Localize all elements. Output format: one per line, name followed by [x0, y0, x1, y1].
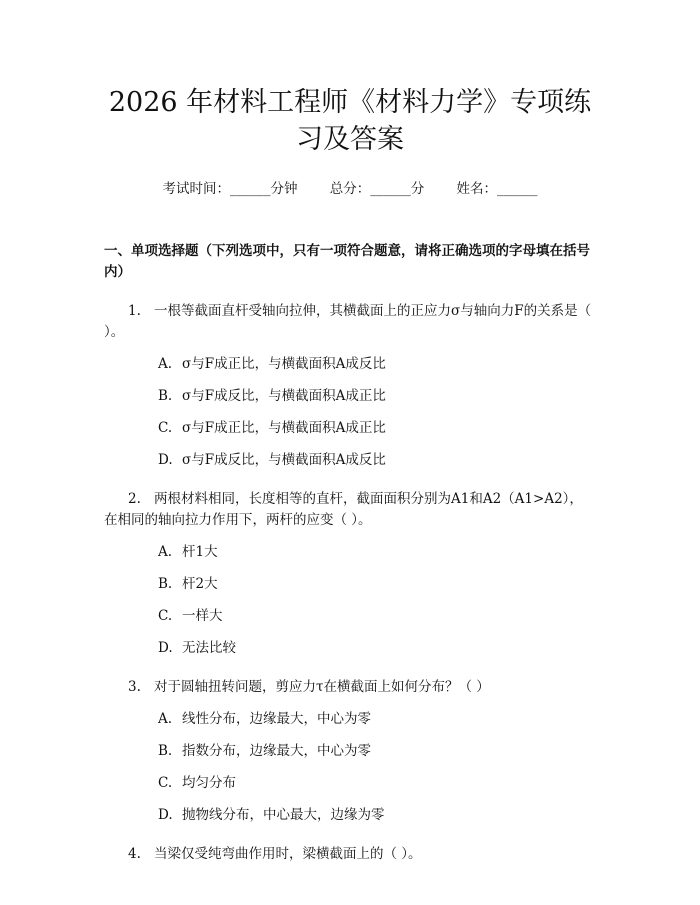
option-a — [104, 542, 596, 563]
option-text: σ与F成正比，与横截面积A成反比 — [182, 356, 386, 372]
option-c — [104, 773, 596, 794]
option-letter: C. — [158, 420, 173, 436]
option-text: σ与F成反比，与横截面积A成正比 — [182, 388, 386, 404]
option-d — [104, 638, 596, 659]
option-text: σ与F成反比，与横截面积A成反比 — [182, 452, 386, 468]
option-text: 杆2大 — [182, 576, 218, 592]
option-text: 杆1大 — [182, 544, 218, 560]
option-a — [104, 709, 596, 730]
option-b — [104, 574, 596, 595]
question-4 — [104, 844, 596, 865]
question-number: 2. — [128, 491, 141, 507]
option-letter: C. — [158, 608, 173, 624]
option-text: 均匀分布 — [182, 775, 236, 791]
option-text: σ与F成正比，与横截面积A成正比 — [182, 420, 386, 436]
option-text: 抛物线分布，中心最大，边缘为零 — [182, 807, 385, 823]
option-d — [104, 450, 596, 471]
question-stem — [104, 301, 596, 343]
question-number: 1. — [128, 303, 141, 319]
option-a — [104, 354, 596, 375]
option-letter: B. — [158, 388, 173, 404]
option-letter: D. — [158, 640, 173, 656]
question-stem — [104, 844, 596, 865]
question-2 — [104, 489, 596, 659]
question-number: 4. — [128, 846, 141, 862]
option-c — [104, 418, 596, 439]
option-letter: A. — [158, 544, 173, 560]
option-list — [104, 542, 596, 659]
document-title: 2026 年材料工程师《材料力学》专项练习及答案 — [108, 87, 592, 155]
question-text: 两根材料相同，长度相等的直杆，截面面积分别为A1和A2（A1>A2），在相同的轴向拉力作用下，两杆的应变（ ）。 — [104, 491, 583, 528]
question-stem — [104, 677, 596, 698]
option-text: 无法比较 — [182, 640, 236, 656]
question-text: 当梁仅受纯弯曲作用时，梁横截面上的（ ）。 — [154, 846, 422, 862]
option-c — [104, 606, 596, 627]
total-score-field: 总分：______分 — [329, 181, 425, 197]
option-text: 线性分布，边缘最大，中心为零 — [182, 711, 371, 727]
option-list — [104, 354, 596, 471]
exam-info — [104, 179, 596, 199]
question-3 — [104, 677, 596, 826]
option-text: 一样大 — [182, 608, 223, 624]
option-letter: B. — [158, 576, 173, 592]
exam-time-field: 考试时间：______分钟 — [162, 181, 298, 197]
question-stem — [104, 489, 596, 531]
option-letter: A. — [158, 711, 173, 727]
question-number: 3. — [128, 679, 141, 695]
question-text: 一根等截面直杆受轴向拉伸，其横截面上的正应力σ与轴向力F的关系是（ ）。 — [104, 303, 592, 340]
option-list — [104, 709, 596, 826]
option-b — [104, 741, 596, 762]
option-d — [104, 805, 596, 826]
question-1 — [104, 301, 596, 471]
section-heading: 一、单项选择题（下列选项中，只有一项符合题意，请将正确选项的字母填在括号内） — [104, 243, 590, 280]
option-letter: C. — [158, 775, 173, 791]
option-letter: B. — [158, 743, 173, 759]
question-text: 对于圆轴扭转问题，剪应力τ在横截面上如何分布？（ ） — [154, 679, 490, 695]
option-letter: A. — [158, 356, 173, 372]
name-field: 姓名：______ — [456, 181, 538, 197]
option-text: 指数分布，边缘最大，中心为零 — [182, 743, 371, 759]
option-letter: D. — [158, 807, 173, 823]
option-b — [104, 386, 596, 407]
option-letter: D. — [158, 452, 173, 468]
